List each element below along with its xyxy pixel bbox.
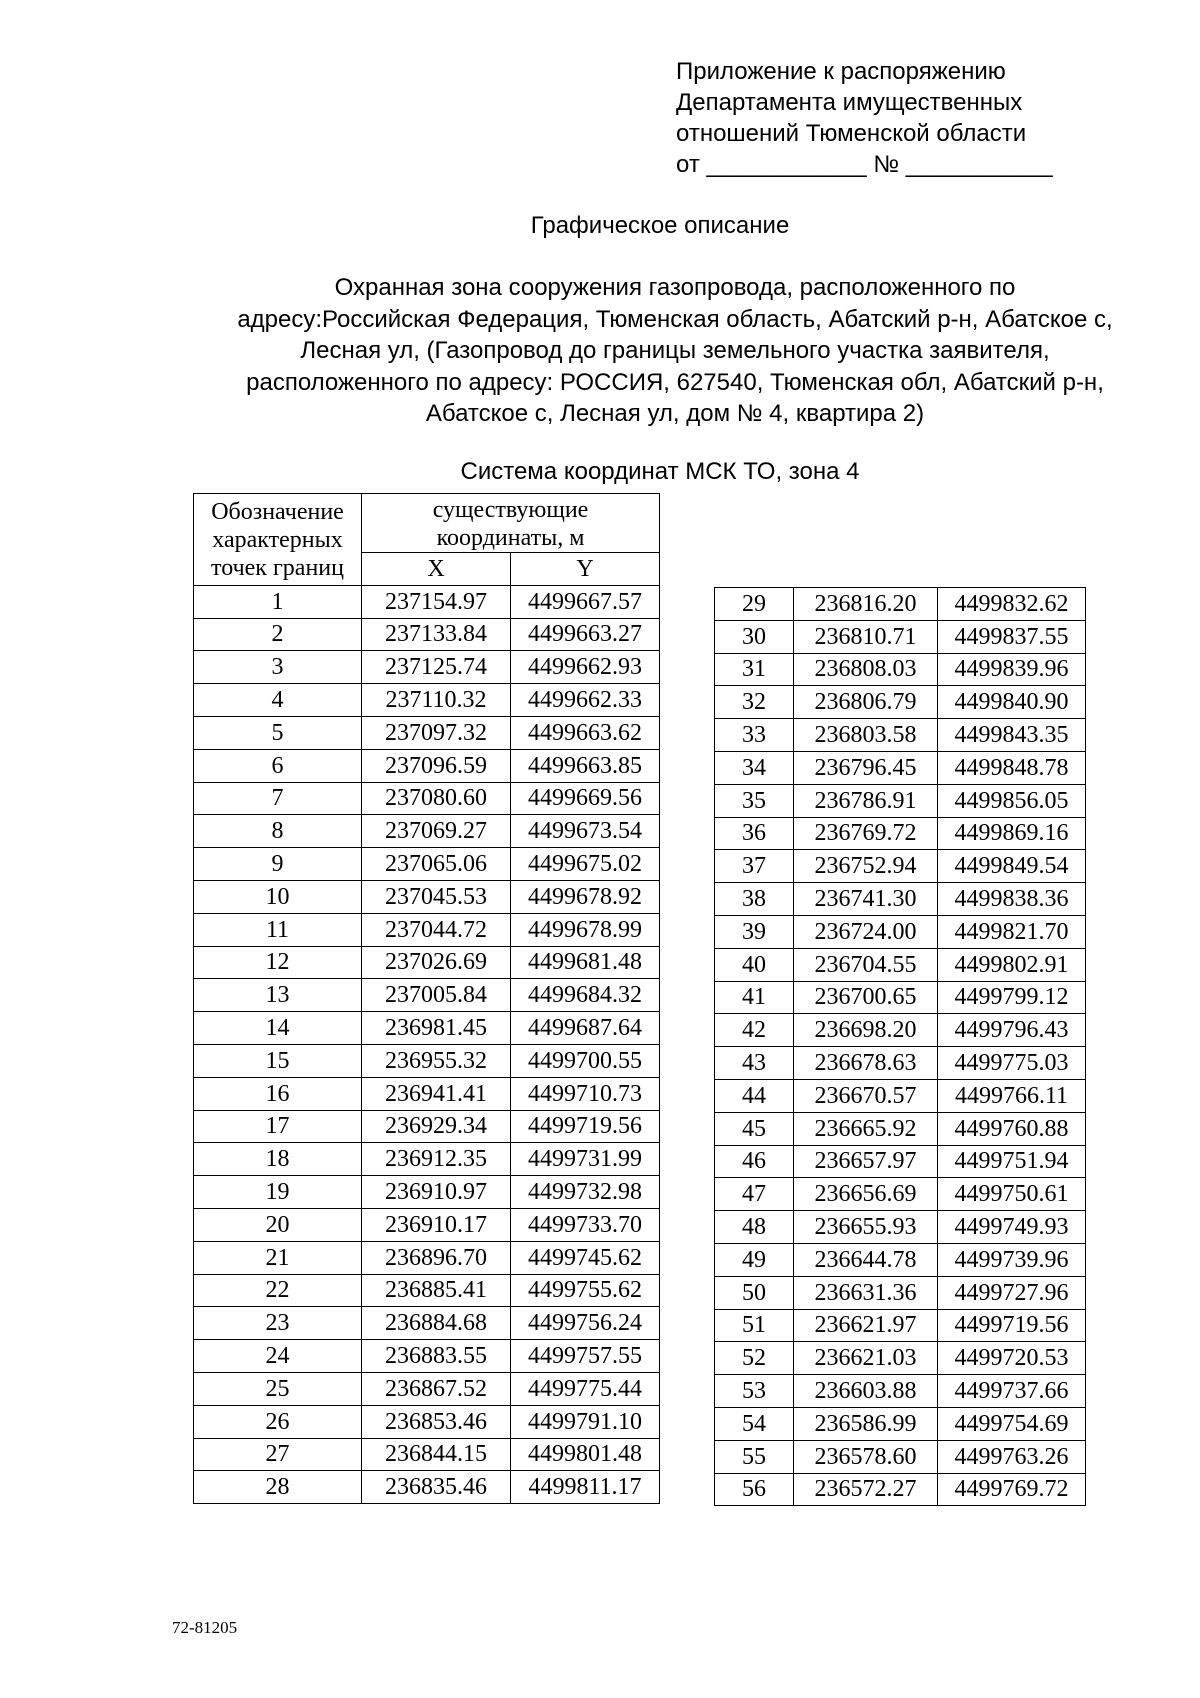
- y-coordinate-cell: 4499766.11: [938, 1079, 1086, 1112]
- x-coordinate-cell: 236586.99: [794, 1407, 938, 1440]
- point-number-cell: 34: [715, 751, 794, 784]
- x-coordinate-cell: 236698.20: [794, 1014, 938, 1047]
- table-row: [715, 751, 1086, 784]
- y-coordinate-cell: 4499791.10: [511, 1405, 660, 1438]
- table-row: [715, 817, 1086, 850]
- point-number-cell: 39: [715, 915, 794, 948]
- point-number-cell: 14: [194, 1012, 362, 1045]
- y-coordinate-cell: 4499727.96: [938, 1276, 1086, 1309]
- x-coordinate-cell: 237044.72: [362, 913, 511, 946]
- description-line: адресу:Российская Федерация, Тюменская область, Абатский р-н, Абатское с,: [237, 305, 1113, 333]
- y-coordinate-cell: 4499755.62: [511, 1274, 660, 1307]
- table-row: [715, 1473, 1086, 1506]
- point-number-cell: 18: [194, 1143, 362, 1176]
- y-coordinate-cell: 4499760.88: [938, 1112, 1086, 1145]
- y-coordinate-cell: 4499775.03: [938, 1047, 1086, 1080]
- point-number-cell: 49: [715, 1243, 794, 1276]
- point-number-cell: 15: [194, 1044, 362, 1077]
- y-coordinate-cell: 4499662.93: [511, 651, 660, 684]
- x-coordinate-cell: 236884.68: [362, 1307, 511, 1340]
- table-row: [194, 585, 660, 618]
- y-coordinate-cell: 4499700.55: [511, 1044, 660, 1077]
- x-coordinate-cell: 236621.97: [794, 1309, 938, 1342]
- point-number-cell: 41: [715, 981, 794, 1014]
- y-coordinate-cell: 4499750.61: [938, 1178, 1086, 1211]
- appendix-block: [676, 56, 1116, 180]
- x-coordinate-cell: 236786.91: [794, 784, 938, 817]
- header-line: Обозначение: [211, 499, 344, 526]
- table-row: [194, 848, 660, 881]
- table-row: [194, 782, 660, 815]
- table-row: [194, 618, 660, 651]
- x-coordinate-cell: 236806.79: [794, 686, 938, 719]
- table-row: [715, 719, 1086, 752]
- table-row: [715, 883, 1086, 916]
- x-coordinate-cell: 236910.17: [362, 1208, 511, 1241]
- coordinate-system-label: Система координат МСК ТО, зона 4: [460, 458, 860, 485]
- table-row: [194, 1241, 660, 1274]
- y-coordinate-cell: 4499737.66: [938, 1375, 1086, 1408]
- y-coordinate-cell: 4499856.05: [938, 784, 1086, 817]
- x-coordinate-cell: 236885.41: [362, 1274, 511, 1307]
- y-coordinate-cell: 4499751.94: [938, 1145, 1086, 1178]
- x-coordinate-cell: 237045.53: [362, 880, 511, 913]
- table-row: [194, 979, 660, 1012]
- point-number-cell: 43: [715, 1047, 794, 1080]
- point-number-cell: 13: [194, 979, 362, 1012]
- point-number-cell: 19: [194, 1176, 362, 1209]
- x-coordinate-cell: 236835.46: [362, 1471, 511, 1504]
- table-row: [194, 1372, 660, 1405]
- table-row: [194, 651, 660, 684]
- table-body-right: [715, 588, 1086, 1506]
- y-coordinate-cell: 4499681.48: [511, 946, 660, 979]
- point-number-cell: 9: [194, 848, 362, 881]
- point-number-cell: 38: [715, 883, 794, 916]
- point-number-cell: 21: [194, 1241, 362, 1274]
- point-number-cell: 5: [194, 716, 362, 749]
- table-row: [194, 1471, 660, 1504]
- y-coordinate-cell: 4499739.96: [938, 1243, 1086, 1276]
- y-coordinate-cell: 4499756.24: [511, 1307, 660, 1340]
- x-coordinate-cell: 236644.78: [794, 1243, 938, 1276]
- table-row: [715, 1375, 1086, 1408]
- x-coordinate-cell: 237069.27: [362, 815, 511, 848]
- table-row: [194, 880, 660, 913]
- point-number-cell: 11: [194, 913, 362, 946]
- x-coordinate-cell: 236700.65: [794, 981, 938, 1014]
- y-coordinate-cell: 4499675.02: [511, 848, 660, 881]
- x-coordinate-cell: 236796.45: [794, 751, 938, 784]
- appendix-line: Департамента имущественных: [676, 89, 1023, 116]
- point-number-cell: 51: [715, 1309, 794, 1342]
- point-number-cell: 10: [194, 880, 362, 913]
- point-number-cell: 56: [715, 1473, 794, 1506]
- table-row: [194, 749, 660, 782]
- point-number-cell: 53: [715, 1375, 794, 1408]
- point-number-cell: 52: [715, 1342, 794, 1375]
- point-number-cell: 4: [194, 684, 362, 717]
- x-coordinate-cell: 236603.88: [794, 1375, 938, 1408]
- coordinates-table-right: [714, 587, 1086, 1506]
- table-row: [715, 1178, 1086, 1211]
- table-row: [194, 946, 660, 979]
- x-coordinate-cell: 236724.00: [794, 915, 938, 948]
- point-number-cell: 32: [715, 686, 794, 719]
- y-coordinate-cell: 4499757.55: [511, 1340, 660, 1373]
- header-line: координаты, м: [436, 525, 585, 551]
- y-coordinate-cell: 4499745.62: [511, 1241, 660, 1274]
- table-row: [715, 1112, 1086, 1145]
- point-number-cell: 3: [194, 651, 362, 684]
- appendix-line: от ____________ № ___________: [676, 151, 1053, 178]
- x-coordinate-cell: 237026.69: [362, 946, 511, 979]
- x-coordinate-cell: 236912.35: [362, 1143, 511, 1176]
- y-coordinate-cell: 4499769.72: [938, 1473, 1086, 1506]
- y-coordinate-cell: 4499663.27: [511, 618, 660, 651]
- x-coordinate-cell: 236929.34: [362, 1110, 511, 1143]
- y-coordinate-cell: 4499754.69: [938, 1407, 1086, 1440]
- y-coordinate-cell: 4499669.56: [511, 782, 660, 815]
- y-coordinate-cell: 4499849.54: [938, 850, 1086, 883]
- header-line: существующие: [432, 497, 589, 523]
- table-body-left: [194, 585, 660, 1503]
- table-row: [194, 1110, 660, 1143]
- table-row: [715, 1309, 1086, 1342]
- appendix-line: Приложение к распоряжению: [676, 58, 1006, 85]
- point-number-cell: 33: [715, 719, 794, 752]
- point-number-cell: 54: [715, 1407, 794, 1440]
- point-number-cell: 20: [194, 1208, 362, 1241]
- point-number-cell: 12: [194, 946, 362, 979]
- point-number-cell: 23: [194, 1307, 362, 1340]
- x-coordinate-cell: 236741.30: [794, 883, 938, 916]
- point-number-cell: 30: [715, 620, 794, 653]
- table-row: [194, 1405, 660, 1438]
- y-coordinate-cell: 4499663.62: [511, 716, 660, 749]
- x-coordinate-cell: 236853.46: [362, 1405, 511, 1438]
- point-number-cell: 7: [194, 782, 362, 815]
- table-row: [715, 620, 1086, 653]
- point-number-cell: 50: [715, 1276, 794, 1309]
- table-row: [194, 815, 660, 848]
- y-coordinate-cell: 4499801.48: [511, 1438, 660, 1471]
- x-coordinate-cell: 237096.59: [362, 749, 511, 782]
- y-coordinate-cell: 4499848.78: [938, 751, 1086, 784]
- y-coordinate-cell: 4499763.26: [938, 1440, 1086, 1473]
- y-coordinate-cell: 4499733.70: [511, 1208, 660, 1241]
- x-coordinate-cell: 236578.60: [794, 1440, 938, 1473]
- x-coordinate-cell: 236752.94: [794, 850, 938, 883]
- point-number-cell: 8: [194, 815, 362, 848]
- x-coordinate-cell: 237065.06: [362, 848, 511, 881]
- y-coordinate-cell: 4499802.91: [938, 948, 1086, 981]
- table-row: [194, 716, 660, 749]
- x-coordinate-cell: 237097.32: [362, 716, 511, 749]
- description-line: расположенного по адресу: РОССИЯ, 627540, Тюменская обл, Абатский р-н,: [246, 368, 1104, 396]
- table-row: [194, 1044, 660, 1077]
- table-row: [715, 850, 1086, 883]
- header-line: характерных: [212, 527, 343, 554]
- table-row: [194, 1077, 660, 1110]
- point-number-cell: 55: [715, 1440, 794, 1473]
- table-row: [194, 1340, 660, 1373]
- table-row: [715, 1440, 1086, 1473]
- point-number-cell: 48: [715, 1211, 794, 1244]
- y-coordinate-cell: 4499663.85: [511, 749, 660, 782]
- x-coordinate-cell: 236657.97: [794, 1145, 938, 1178]
- table-row: [715, 1407, 1086, 1440]
- x-coordinate-cell: 237080.60: [362, 782, 511, 815]
- point-number-cell: 44: [715, 1079, 794, 1112]
- point-number-cell: 35: [715, 784, 794, 817]
- x-coordinate-cell: 236678.63: [794, 1047, 938, 1080]
- y-coordinate-cell: 4499775.44: [511, 1372, 660, 1405]
- point-column-header: [194, 494, 362, 586]
- point-number-cell: 40: [715, 948, 794, 981]
- point-number-cell: 37: [715, 850, 794, 883]
- appendix-line: отношений Тюменской области: [676, 120, 1027, 147]
- x-coordinate-cell: 236981.45: [362, 1012, 511, 1045]
- table-row: [194, 913, 660, 946]
- x-coordinate-cell: 236631.36: [794, 1276, 938, 1309]
- y-coordinate-cell: 4499719.56: [938, 1309, 1086, 1342]
- table-row: [194, 1307, 660, 1340]
- y-coordinate-cell: 4499837.55: [938, 620, 1086, 653]
- y-coordinate-cell: 4499731.99: [511, 1143, 660, 1176]
- x-coordinate-cell: 236810.71: [794, 620, 938, 653]
- y-coordinate-cell: 4499662.33: [511, 684, 660, 717]
- table-row: [715, 784, 1086, 817]
- point-number-cell: 31: [715, 653, 794, 686]
- x-coordinate-cell: 236656.69: [794, 1178, 938, 1211]
- x-coordinate-cell: 237125.74: [362, 651, 511, 684]
- y-coordinate-cell: 4499843.35: [938, 719, 1086, 752]
- point-number-cell: 46: [715, 1145, 794, 1178]
- x-coordinate-cell: 236896.70: [362, 1241, 511, 1274]
- point-number-cell: 22: [194, 1274, 362, 1307]
- table-row: [194, 1143, 660, 1176]
- y-coordinate-cell: 4499678.92: [511, 880, 660, 913]
- y-coordinate-cell: 4499838.36: [938, 883, 1086, 916]
- y-coordinate-cell: 4499719.56: [511, 1110, 660, 1143]
- table-row: [715, 1276, 1086, 1309]
- table-row: [194, 1208, 660, 1241]
- table-row: [715, 948, 1086, 981]
- x-coordinate-cell: 236941.41: [362, 1077, 511, 1110]
- x-coordinate-cell: 236572.27: [794, 1473, 938, 1506]
- x-coordinate-cell: 236655.93: [794, 1211, 938, 1244]
- y-coordinate-cell: 4499678.99: [511, 913, 660, 946]
- x-coordinate-cell: 236769.72: [794, 817, 938, 850]
- y-coordinate-cell: 4499869.16: [938, 817, 1086, 850]
- table-row: [715, 1211, 1086, 1244]
- table-row: [715, 1145, 1086, 1178]
- table-row: [194, 684, 660, 717]
- table-row: [194, 1176, 660, 1209]
- x-coordinate-cell: 236803.58: [794, 719, 938, 752]
- y-coordinate-cell: 4499710.73: [511, 1077, 660, 1110]
- x-coordinate-cell: 236704.55: [794, 948, 938, 981]
- table-row: [715, 1342, 1086, 1375]
- y-coordinate-cell: 4499673.54: [511, 815, 660, 848]
- header-line: точек границ: [211, 555, 344, 582]
- point-number-cell: 45: [715, 1112, 794, 1145]
- y-coordinate-cell: 4499684.32: [511, 979, 660, 1012]
- x-coordinate-cell: 236670.57: [794, 1079, 938, 1112]
- x-coordinate-cell: 236910.97: [362, 1176, 511, 1209]
- table-row: [715, 1243, 1086, 1276]
- x-coordinate-cell: 236844.15: [362, 1438, 511, 1471]
- point-number-cell: 26: [194, 1405, 362, 1438]
- y-coordinate-cell: 4499667.57: [511, 585, 660, 618]
- zone-description: [150, 272, 1200, 430]
- table-row: [715, 653, 1086, 686]
- document-code: 72-81205: [172, 1618, 238, 1637]
- point-number-cell: 28: [194, 1471, 362, 1504]
- point-number-cell: 36: [715, 817, 794, 850]
- point-number-cell: 17: [194, 1110, 362, 1143]
- y-coordinate-cell: 4499821.70: [938, 915, 1086, 948]
- x-coordinate-cell: 236621.03: [794, 1342, 938, 1375]
- point-number-cell: 1: [194, 585, 362, 618]
- point-number-cell: 16: [194, 1077, 362, 1110]
- y-coordinate-cell: 4499732.98: [511, 1176, 660, 1209]
- point-number-cell: 29: [715, 588, 794, 621]
- point-number-cell: 6: [194, 749, 362, 782]
- x-coordinate-cell: 236665.92: [794, 1112, 938, 1145]
- x-coordinate-cell: 237154.97: [362, 585, 511, 618]
- y-coordinate-cell: 4499720.53: [938, 1342, 1086, 1375]
- x-coordinate-cell: 237110.32: [362, 684, 511, 717]
- point-number-cell: 47: [715, 1178, 794, 1211]
- x-coordinate-cell: 236883.55: [362, 1340, 511, 1373]
- y-coordinate-cell: 4499749.93: [938, 1211, 1086, 1244]
- point-number-cell: 27: [194, 1438, 362, 1471]
- y-coordinate-cell: 4499687.64: [511, 1012, 660, 1045]
- y-coordinate-cell: 4499839.96: [938, 653, 1086, 686]
- y-column-header: Y: [511, 553, 660, 586]
- table-row: [194, 1012, 660, 1045]
- table-row: [715, 1079, 1086, 1112]
- table-row: [715, 915, 1086, 948]
- table-row: [715, 588, 1086, 621]
- table-row: [194, 1438, 660, 1471]
- coordinates-table-left: [193, 493, 660, 1504]
- description-line: Абатское с, Лесная ул, дом № 4, квартира 2): [425, 400, 925, 427]
- description-line: Охранная зона сооружения газопровода, расположенного по: [334, 274, 1016, 301]
- y-coordinate-cell: 4499796.43: [938, 1014, 1086, 1047]
- document-title: Графическое описание: [530, 212, 790, 239]
- table-row: [715, 981, 1086, 1014]
- table-row: [715, 686, 1086, 719]
- y-coordinate-cell: 4499799.12: [938, 981, 1086, 1014]
- x-coordinate-cell: 236808.03: [794, 653, 938, 686]
- point-number-cell: 25: [194, 1372, 362, 1405]
- point-number-cell: 42: [715, 1014, 794, 1047]
- x-coordinate-cell: 236955.32: [362, 1044, 511, 1077]
- y-coordinate-cell: 4499832.62: [938, 588, 1086, 621]
- x-coordinate-cell: 237133.84: [362, 618, 511, 651]
- x-column-header: X: [362, 553, 511, 586]
- description-line: Лесная ул, (Газопровод до границы земельного участка заявителя,: [300, 337, 1050, 364]
- point-number-cell: 24: [194, 1340, 362, 1373]
- y-coordinate-cell: 4499840.90: [938, 686, 1086, 719]
- y-coordinate-cell: 4499811.17: [511, 1471, 660, 1504]
- table-row: [194, 1274, 660, 1307]
- table-row: [715, 1047, 1086, 1080]
- table-row: [715, 1014, 1086, 1047]
- x-coordinate-cell: 236867.52: [362, 1372, 511, 1405]
- x-coordinate-cell: 237005.84: [362, 979, 511, 1012]
- coordinates-column-header: [362, 494, 660, 553]
- point-number-cell: 2: [194, 618, 362, 651]
- x-coordinate-cell: 236816.20: [794, 588, 938, 621]
